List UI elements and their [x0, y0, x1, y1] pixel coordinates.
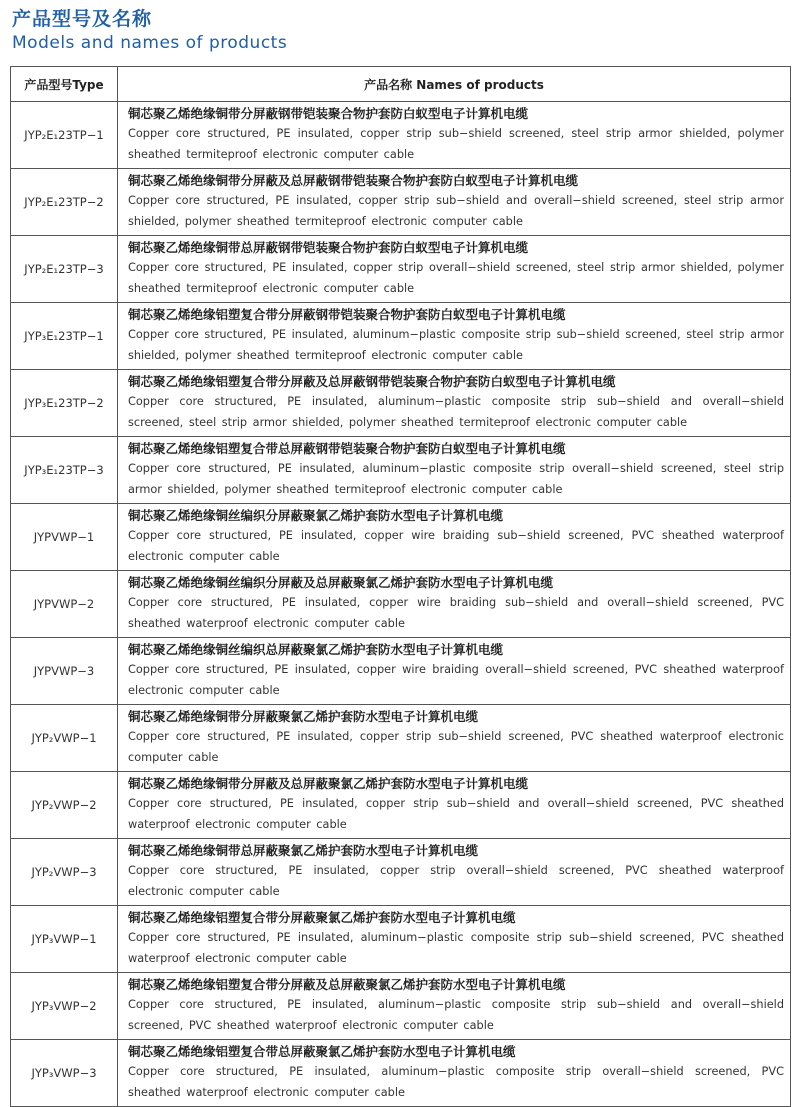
product-name-en: Copper core structured, PE insulated, copper strip sub−shield and overall−shield screened, steel strip armor shielded, polymer sheathed termiteproof electronic computer cable [128, 194, 784, 228]
model-cell: JYP₂E₁23TP−1 [11, 102, 118, 169]
name-cell [118, 504, 791, 571]
product-name-en: Copper core structured, PE insulated, copper strip sub−shield screened, steel strip armor shielded, polymer sheathed termiteproof electronic computer cable [128, 127, 784, 161]
name-cell [118, 571, 791, 638]
table-row [11, 169, 791, 236]
column-header-name: 产品名称 Names of products [118, 67, 791, 102]
name-cell [118, 906, 791, 973]
model-cell: JYP₂VWP−3 [11, 839, 118, 906]
model-cell: JYP₃VWP−1 [11, 906, 118, 973]
model-cell: JYP₃E₁23TP−1 [11, 303, 118, 370]
model-cell: JYP₂E₁23TP−2 [11, 169, 118, 236]
product-name-en: Copper core structured, PE insulated, copper wire braiding sub−shield screened, PVC sheathed waterproof electronic computer cable [128, 529, 784, 563]
product-name-cn: 铜芯聚乙烯绝缘铝塑复合带分屏蔽及总屏蔽钢带铠装聚合物护套防白蚁型电子计算机电缆 [128, 374, 616, 389]
product-name-cn: 铜芯聚乙烯绝缘铝塑复合带总屏蔽聚氯乙烯护套防水型电子计算机电缆 [128, 1044, 516, 1059]
table-row [11, 772, 791, 839]
table-row [11, 437, 791, 504]
model-cell: JYPVWP−2 [11, 571, 118, 638]
table-row [11, 973, 791, 1040]
product-name-cn: 铜芯聚乙烯绝缘铜丝编织分屏蔽及总屏蔽聚氯乙烯护套防水型电子计算机电缆 [128, 575, 554, 590]
table-row [11, 303, 791, 370]
product-name-cn: 铜芯聚乙烯绝缘铝塑复合带分屏蔽聚氯乙烯护套防水型电子计算机电缆 [128, 910, 516, 925]
model-cell: JYP₃E₁23TP−2 [11, 370, 118, 437]
product-name-en: Copper core structured, PE insulated, aluminum−plastic composite strip sub−shield screened, steel strip armor shielded, polymer sheathed termiteproof electronic computer cable [128, 328, 784, 362]
model-cell: JYP₃VWP−3 [11, 1040, 118, 1107]
name-cell [118, 102, 791, 169]
model-cell: JYP₂VWP−2 [11, 772, 118, 839]
product-name-cn: 铜芯聚乙烯绝缘铜丝编织分屏蔽聚氯乙烯护套防水型电子计算机电缆 [128, 508, 504, 523]
product-name-cn: 铜芯聚乙烯绝缘铝塑复合带总屏蔽钢带铠装聚合物护套防白蚁型电子计算机电缆 [128, 441, 566, 456]
product-name-en: Copper core structured, PE insulated, aluminum−plastic composite strip sub−shield and overall−shield screened, steel strip armor shielded, polymer sheathed termiteproof electronic computer cable [128, 395, 784, 429]
product-name-en: Copper core structured, PE insulated, aluminum−plastic composite strip overall−shield screened, PVC sheathed waterproof electronic computer cable [128, 1065, 784, 1099]
model-cell: JYPVWP−3 [11, 638, 118, 705]
model-cell: JYP₂E₁23TP−3 [11, 236, 118, 303]
product-name-cn: 铜芯聚乙烯绝缘铝塑复合带分屏蔽钢带铠装聚合物护套防白蚁型电子计算机电缆 [128, 307, 566, 322]
name-cell [118, 1040, 791, 1107]
name-cell [118, 772, 791, 839]
table-row [11, 839, 791, 906]
name-cell [118, 236, 791, 303]
product-name-en: Copper core structured, PE insulated, aluminum−plastic composite strip sub−shield and overall−shield screened, PVC sheathed waterproof electronic computer cable [128, 998, 784, 1032]
product-name-en: Copper core structured, PE insulated, copper wire braiding sub−shield and overall−shield screened, PVC sheathed waterproof electronic computer cable [128, 596, 784, 630]
table-row [11, 370, 791, 437]
name-cell [118, 638, 791, 705]
name-cell [118, 169, 791, 236]
product-name-en: Copper core structured, PE insulated, copper strip sub−shield and overall−shield screened, PVC sheathed waterproof electronic computer cable [128, 797, 784, 831]
model-cell: JYP₃VWP−2 [11, 973, 118, 1040]
product-name-cn: 铜芯聚乙烯绝缘铜丝编织总屏蔽聚氯乙烯护套防水型电子计算机电缆 [128, 642, 504, 657]
name-cell [118, 437, 791, 504]
page-title-cn: 产品型号及名称 [12, 8, 153, 30]
model-cell: JYP₃E₁23TP−3 [11, 437, 118, 504]
table-header-row [11, 67, 791, 102]
table-row [11, 705, 791, 772]
column-header-type: 产品型号Type [11, 67, 118, 102]
product-name-en: Copper core structured, PE insulated, copper strip sub−shield screened, PVC sheathed waterproof electronic computer cable [128, 730, 784, 764]
page-title-en: Models and names of products [12, 33, 288, 53]
product-name-cn: 铜芯聚乙烯绝缘铜带分屏蔽钢带铠装聚合物护套防白蚁型电子计算机电缆 [128, 106, 529, 121]
table-row [11, 906, 791, 973]
product-name-cn: 铜芯聚乙烯绝缘铜带总屏蔽钢带铠装聚合物护套防白蚁型电子计算机电缆 [128, 240, 529, 255]
table-row [11, 571, 791, 638]
product-name-cn: 铜芯聚乙烯绝缘铜带分屏蔽及总屏蔽聚氯乙烯护套防水型电子计算机电缆 [128, 776, 529, 791]
model-cell: JYP₂VWP−1 [11, 705, 118, 772]
model-cell: JYPVWP−1 [11, 504, 118, 571]
product-name-en: Copper core structured, PE insulated, copper strip overall−shield screened, steel strip armor shielded, polymer sheathed termiteproof electronic computer cable [128, 261, 784, 295]
product-name-cn: 铜芯聚乙烯绝缘铜带分屏蔽及总屏蔽钢带铠装聚合物护套防白蚁型电子计算机电缆 [128, 173, 579, 188]
product-name-en: Copper core structured, PE insulated, aluminum−plastic composite strip sub−shield screened, PVC sheathed waterproof electronic computer cable [128, 931, 784, 965]
name-cell [118, 973, 791, 1040]
products-table [10, 66, 791, 1107]
product-name-en: Copper core structured, PE insulated, aluminum−plastic composite strip overall−shield screened, steel strip armor shielded, polymer sheathed termiteproof electronic computer cable [128, 462, 784, 496]
name-cell [118, 370, 791, 437]
table-row [11, 504, 791, 571]
table-row [11, 102, 791, 169]
name-cell [118, 705, 791, 772]
table-row [11, 236, 791, 303]
product-name-cn: 铜芯聚乙烯绝缘铜带总屏蔽聚氯乙烯护套防水型电子计算机电缆 [128, 843, 479, 858]
name-cell [118, 303, 791, 370]
product-name-en: Copper core structured, PE insulated, copper wire braiding overall−shield screened, PVC sheathed waterproof electronic computer cable [128, 663, 784, 697]
product-name-cn: 铜芯聚乙烯绝缘铝塑复合带分屏蔽及总屏蔽聚氯乙烯护套防水型电子计算机电缆 [128, 977, 566, 992]
table-row [11, 1040, 791, 1107]
table-row [11, 638, 791, 705]
product-name-cn: 铜芯聚乙烯绝缘铜带分屏蔽聚氯乙烯护套防水型电子计算机电缆 [128, 709, 479, 724]
product-name-en: Copper core structured, PE insulated, copper strip overall−shield screened, PVC sheathed waterproof electronic computer cable [128, 864, 784, 898]
name-cell [118, 839, 791, 906]
